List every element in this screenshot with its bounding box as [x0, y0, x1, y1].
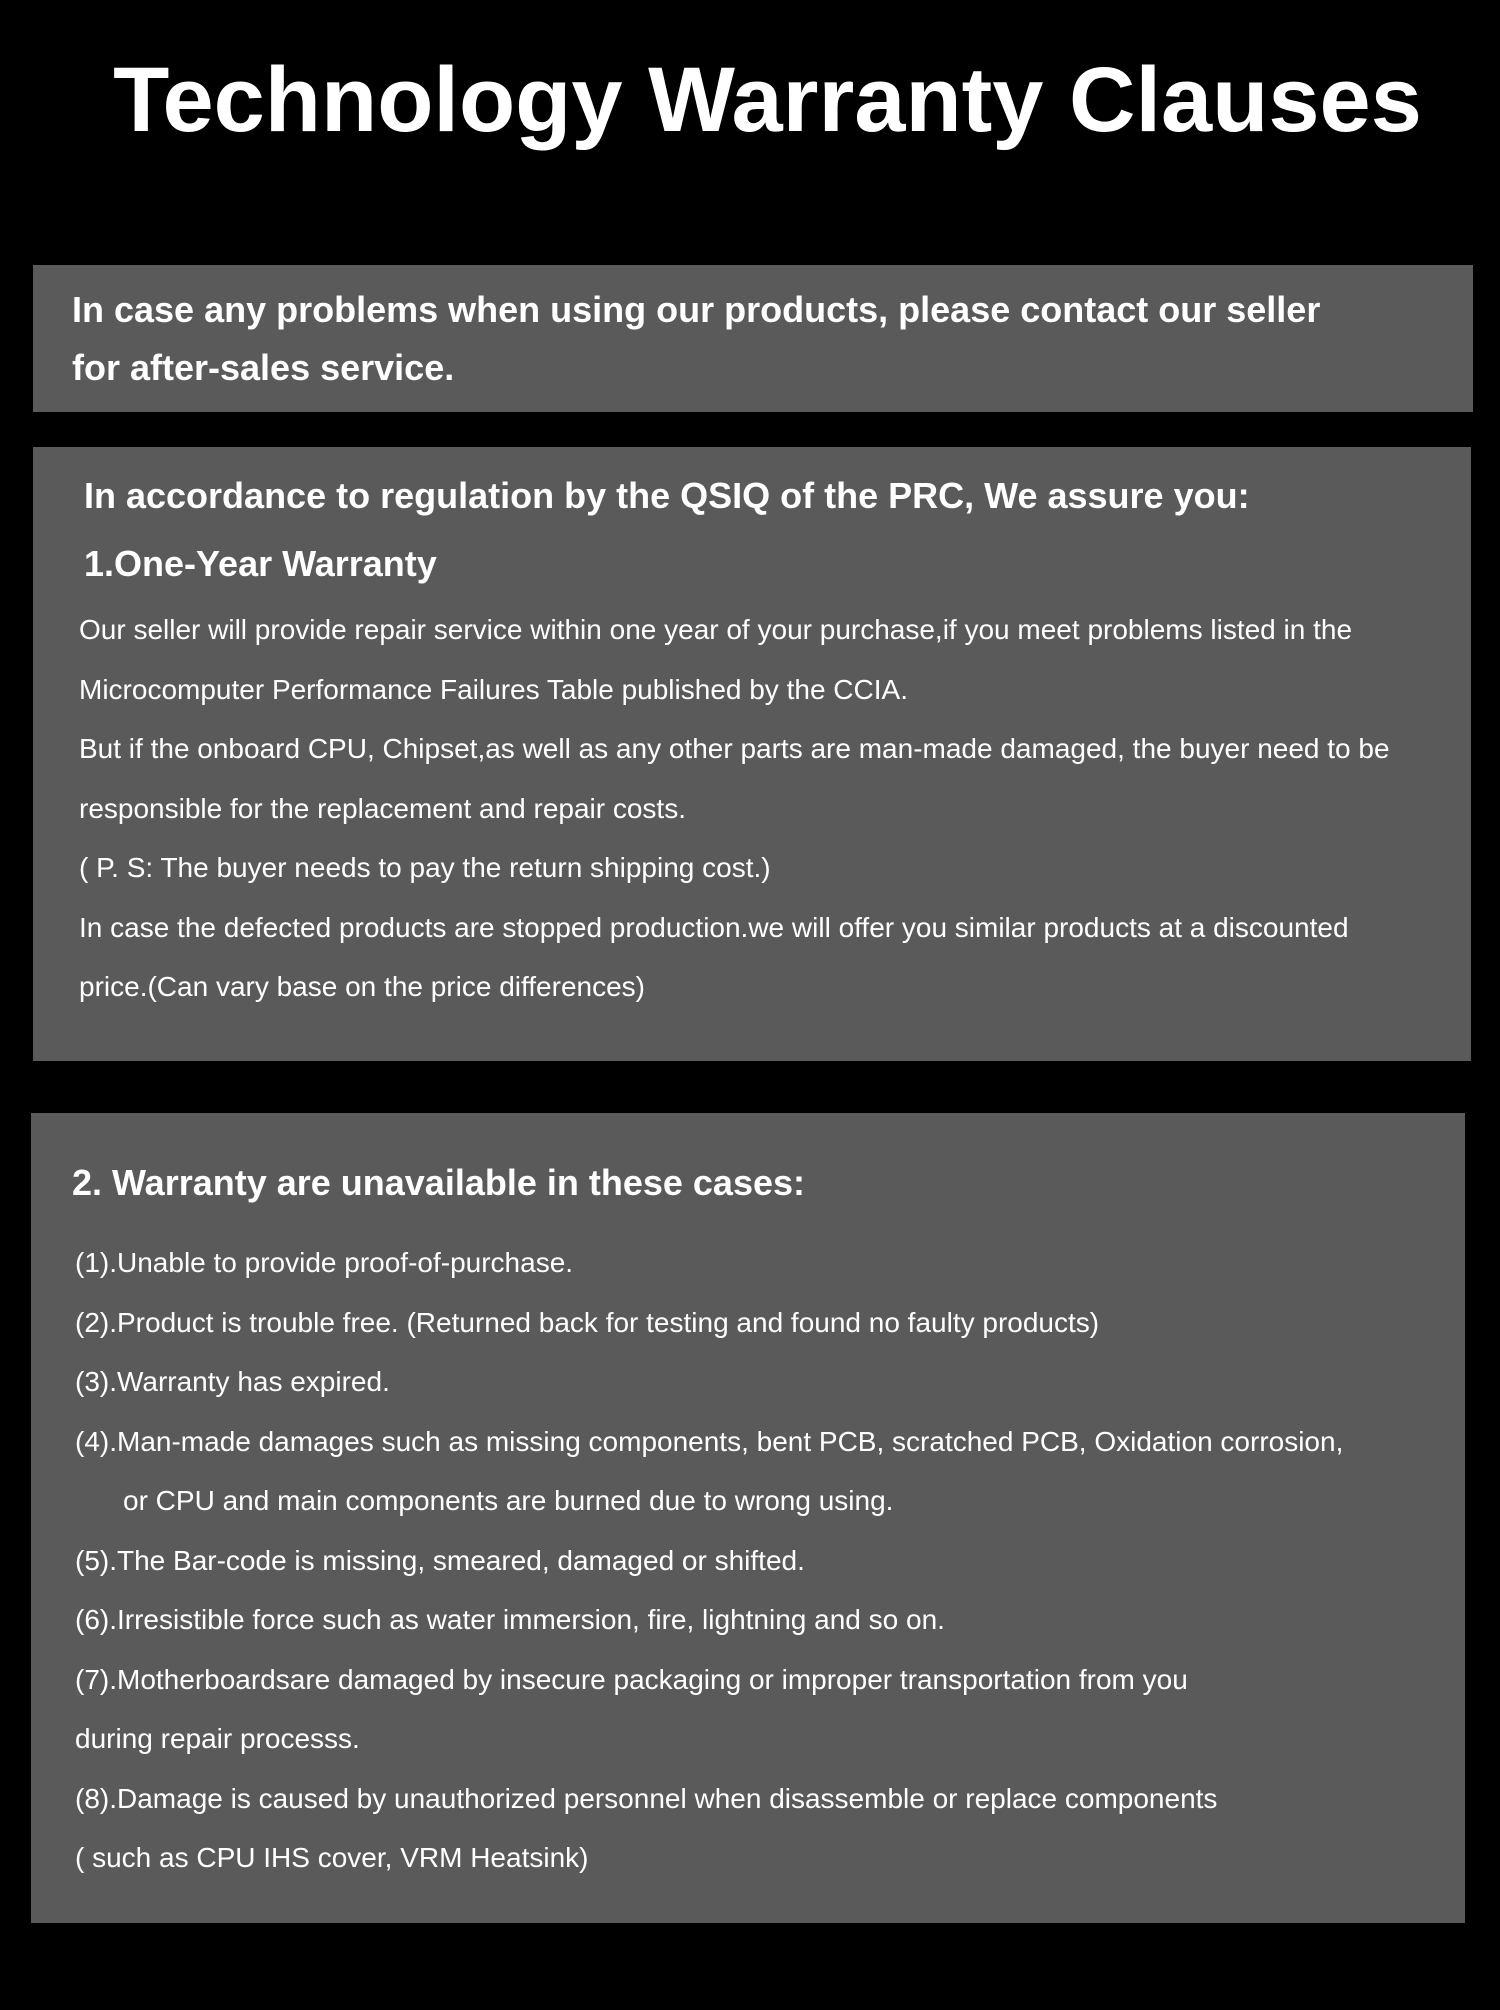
warranty-line: price.(Can vary base on the price differences) [79, 971, 645, 1002]
exclusion-item-continuation: during repair processs. [75, 1723, 360, 1754]
exclusion-item: (4).Man-made damages such as missing components, bent PCB, scratched PCB, Oxidation corrosion, [75, 1425, 1344, 1457]
contact-notice [72, 281, 1392, 397]
warranty-line: responsible for the replacement and repair costs. [79, 792, 686, 824]
warranty-description [79, 600, 1469, 1017]
exclusion-item: (2).Product is trouble free. (Returned back for testing and found no faulty products) [75, 1306, 1100, 1338]
warranty-line: Microcomputer Performance Failures Table published by the CCIA. [79, 673, 908, 705]
exclusion-item-continuation: ( such as CPU IHS cover, VRM Heatsink) [75, 1842, 589, 1873]
warranty-line: Our seller will provide repair service within one year of your purchase,if you meet problems listed in the [79, 614, 1353, 645]
assurance-heading: In accordance to regulation by the QSIQ of the PRC, We assure you: [84, 475, 1250, 516]
one-year-warranty-heading: 1.One-Year Warranty [84, 543, 437, 584]
warranty-line: ( P. S: The buyer needs to pay the return shipping cost.) [79, 852, 771, 883]
exclusion-item: (6).Irresistible force such as water immersion, fire, lightning and so on. [75, 1604, 945, 1635]
exclusion-item-continuation: or CPU and main components are burned due to wrong using. [123, 1485, 894, 1516]
exclusion-item: (5).The Bar-code is missing, smeared, damaged or shifted. [75, 1544, 805, 1576]
exclusion-item: (1).Unable to provide proof-of-purchase. [75, 1247, 574, 1278]
warranty-line: But if the onboard CPU, Chipset,as well as any other parts are man-made damaged, the buyer need to be [79, 733, 1390, 764]
exclusion-item: (7).Motherboardsare damaged by insecure packaging or improper transportation from you [75, 1663, 1188, 1695]
page-title: Technology Warranty Clauses [113, 49, 1422, 151]
exclusions-heading: 2. Warranty are unavailable in these cases: [72, 1162, 806, 1203]
exclusion-item: (3).Warranty has expired. [75, 1366, 390, 1397]
contact-notice-line: for after-sales service. [72, 347, 455, 388]
warranty-line: In case the defected products are stopped production.we will offer you similar products at a discounted [79, 911, 1349, 943]
exclusions-list [75, 1233, 1455, 1888]
exclusion-item: (8).Damage is caused by unauthorized personnel when disassemble or replace components [75, 1782, 1218, 1814]
contact-notice-line: In case any problems when using our products, please contact our seller [72, 289, 1321, 330]
